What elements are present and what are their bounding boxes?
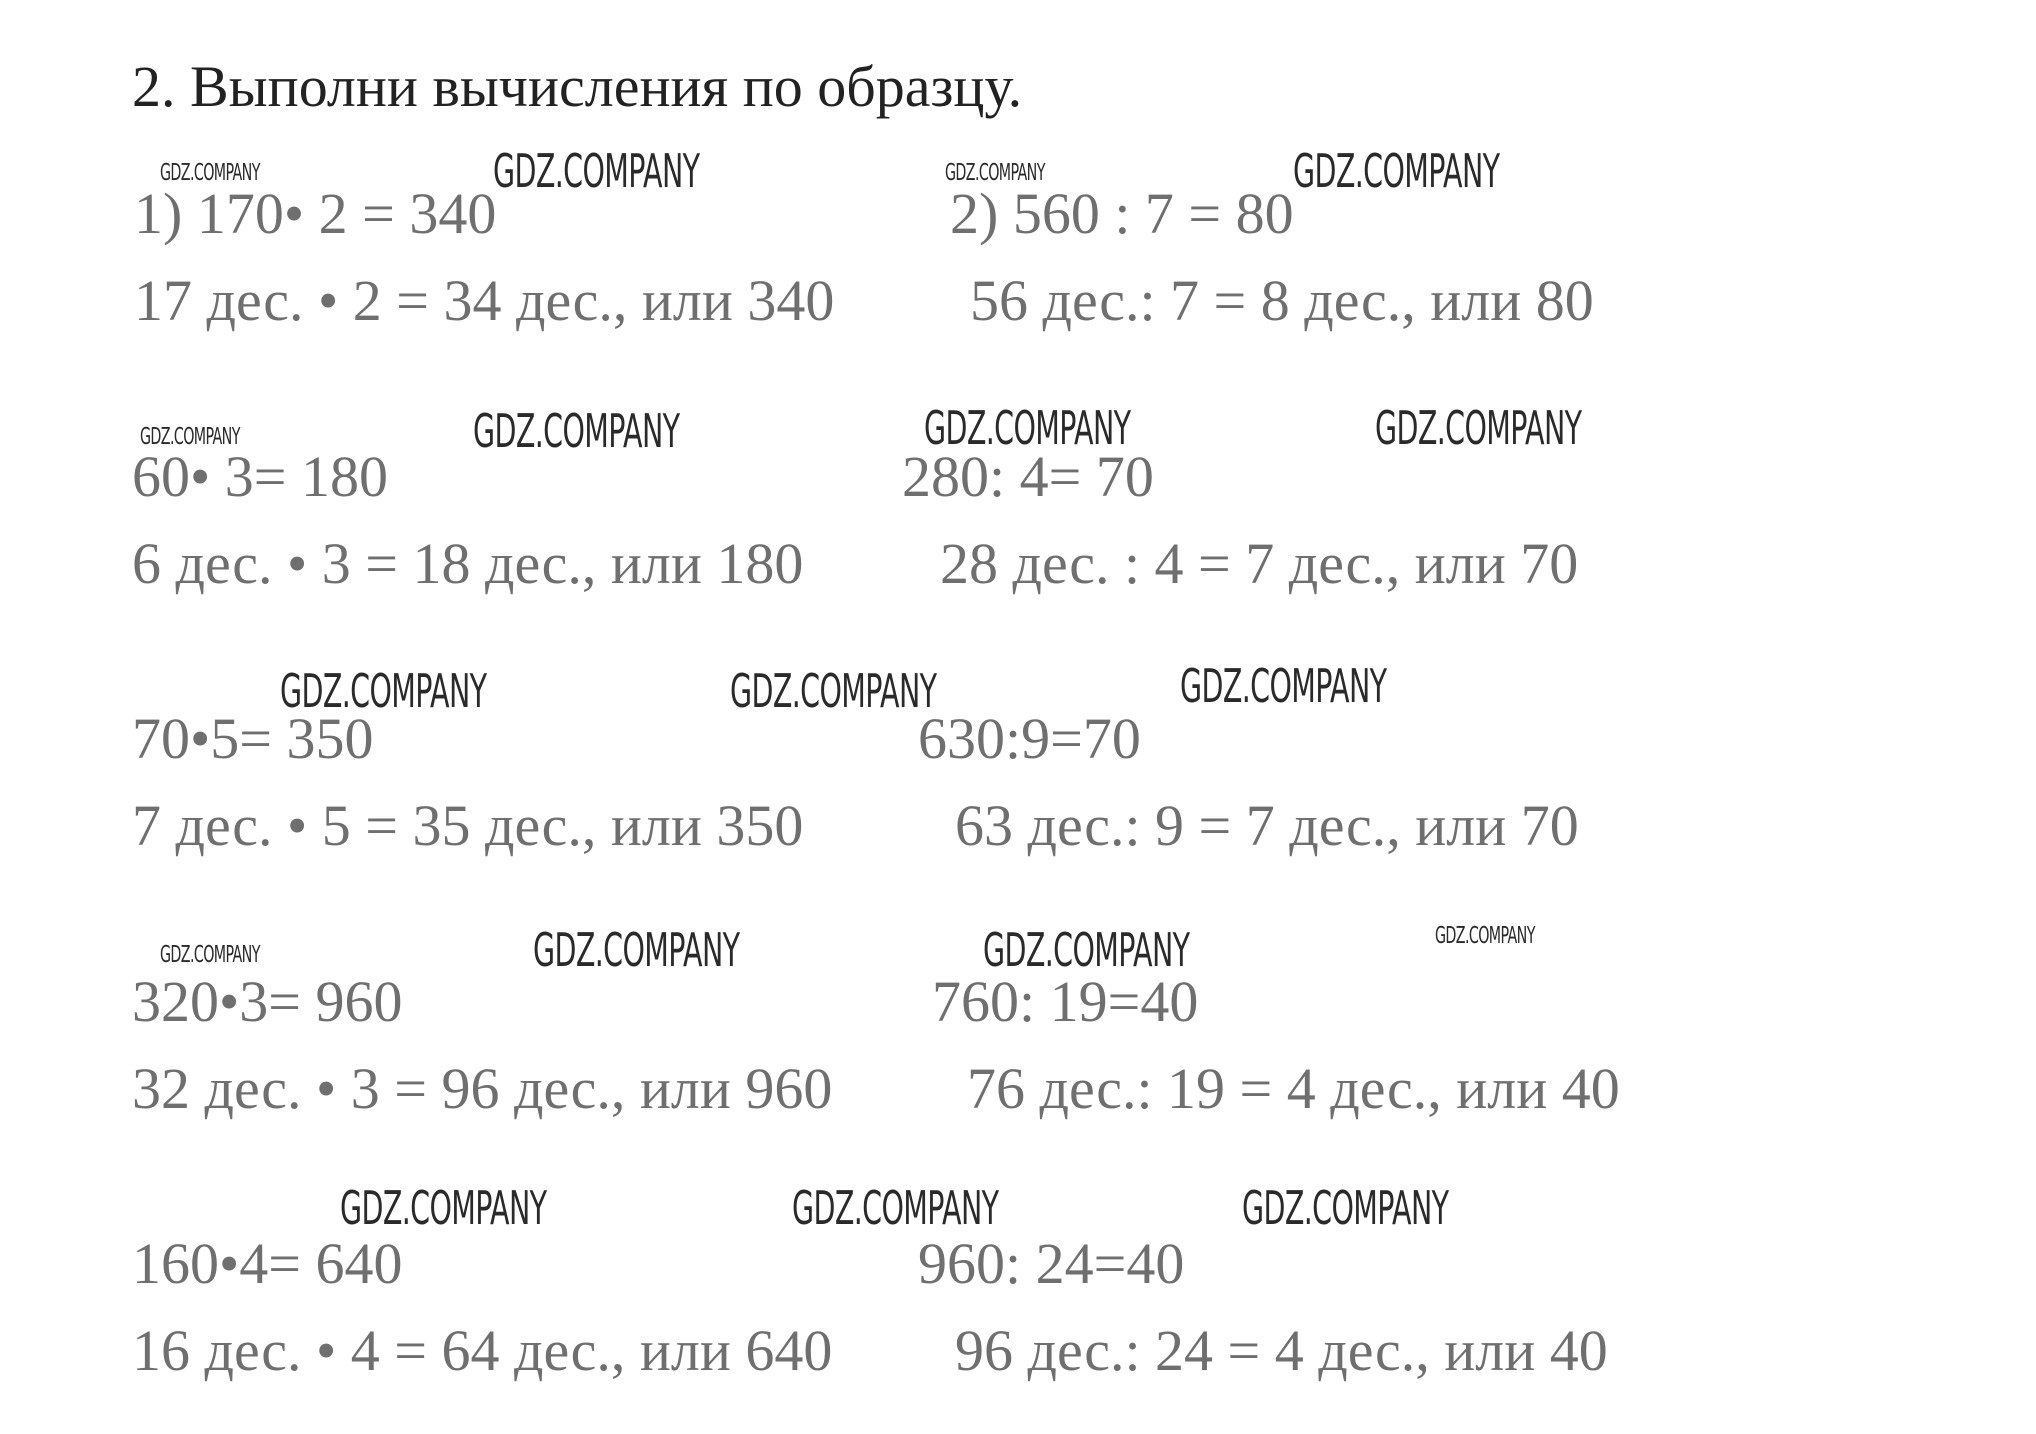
watermark: GDZ.COMPANY (280, 664, 487, 718)
watermark: GDZ.COMPANY (924, 401, 1131, 455)
row-4-left-explanation: 32 дес. • 3 = 96 дес., или 960 (132, 1056, 833, 1121)
row-5-left-expression: 160•4= 640 (132, 1231, 403, 1296)
watermark: GDZ.COMPANY (792, 1181, 999, 1235)
row-3-left-expression: 70•5= 350 (132, 706, 374, 771)
watermark: GDZ.COMPANY (1435, 923, 1535, 949)
watermark: GDZ.COMPANY (1180, 659, 1387, 713)
watermark: GDZ.COMPANY (730, 664, 937, 718)
row-4-right-explanation: 76 дес.: 19 = 4 дес., или 40 (967, 1056, 1620, 1121)
watermark: GDZ.COMPANY (1242, 1181, 1449, 1235)
row-2-right-expression: 280: 4= 70 (902, 444, 1154, 509)
watermark: GDZ.COMPANY (140, 424, 240, 450)
row-3-right-expression: 630:9=70 (918, 706, 1141, 771)
row-5-left-explanation: 16 дес. • 4 = 64 дес., или 640 (132, 1318, 833, 1383)
row-5-right-explanation: 96 дес.: 24 = 4 дес., или 40 (955, 1318, 1608, 1383)
watermark: GDZ.COMPANY (1293, 144, 1500, 198)
watermark: GDZ.COMPANY (160, 942, 260, 968)
watermark: GDZ.COMPANY (945, 160, 1045, 186)
watermark: GDZ.COMPANY (473, 404, 680, 458)
watermark: GDZ.COMPANY (160, 160, 260, 186)
row-4-left-expression: 320•3= 960 (132, 969, 403, 1034)
row-1-right-explanation: 56 дес.: 7 = 8 дес., или 80 (970, 268, 1594, 333)
watermark: GDZ.COMPANY (983, 923, 1190, 977)
row-3-left-explanation: 7 дес. • 5 = 35 дес., или 350 (132, 793, 804, 858)
watermark: GDZ.COMPANY (533, 923, 740, 977)
watermark: GDZ.COMPANY (340, 1181, 547, 1235)
row-2-left-expression: 60• 3= 180 (132, 444, 389, 509)
row-1-left-expression: 1) 170• 2 = 340 (134, 181, 497, 246)
row-4-right-expression: 760: 19=40 (932, 969, 1199, 1034)
row-1-right-expression: 2) 560 : 7 = 80 (950, 181, 1294, 246)
exercise-title: 2. Выполни вычисления по образцу. (132, 54, 1023, 119)
watermark: GDZ.COMPANY (1375, 401, 1582, 455)
watermark: GDZ.COMPANY (493, 144, 700, 198)
row-3-right-explanation: 63 дес.: 9 = 7 дес., или 70 (955, 793, 1579, 858)
row-2-left-explanation: 6 дес. • 3 = 18 дес., или 180 (132, 531, 804, 596)
row-5-right-expression: 960: 24=40 (918, 1231, 1185, 1296)
row-1-left-explanation: 17 дес. • 2 = 34 дес., или 340 (134, 268, 835, 333)
row-2-right-explanation: 28 дес. : 4 = 7 дес., или 70 (940, 531, 1579, 596)
